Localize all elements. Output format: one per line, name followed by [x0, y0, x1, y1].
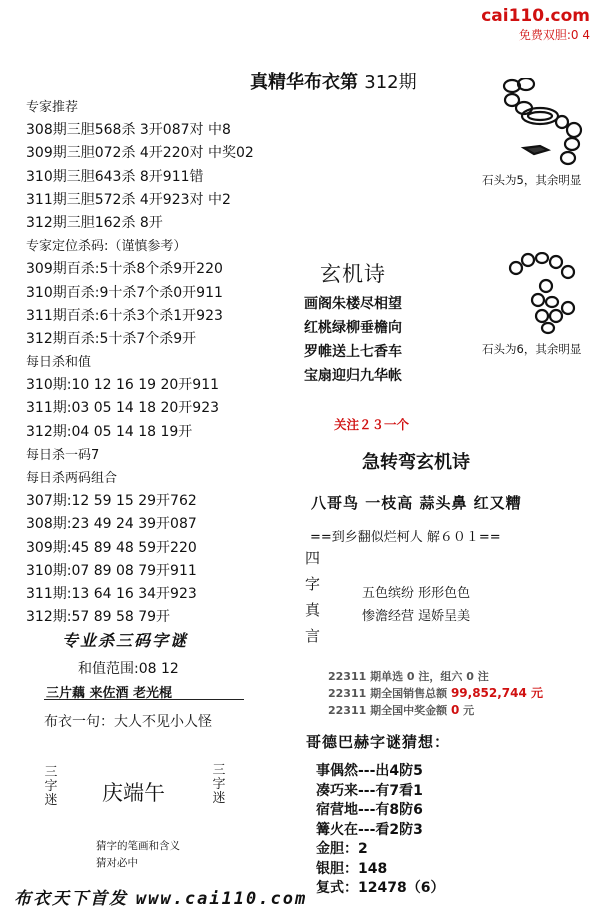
issue-number: 312期: [364, 72, 417, 93]
divider: [44, 699, 244, 700]
poem-line: 宝扇迎归九华帐: [304, 368, 402, 384]
poem2-line-2: ==到乡翻似烂柯人 解６０１==: [310, 530, 501, 545]
guess-line: 复式：12478（6）: [316, 880, 445, 896]
list-item: 311期:03 05 14 18 20开923: [26, 400, 220, 417]
list-item: 310期三胆643杀 8开911错: [26, 168, 204, 185]
four-char-lines: [362, 582, 470, 628]
poem-title: 玄机诗: [320, 262, 386, 286]
list-item: 311期三胆572杀 4开923对 中2: [26, 191, 231, 208]
list-item: 309期三胆072杀 4开220对 中奖02: [26, 145, 254, 162]
riddle-label-right: 三字迷: [212, 763, 226, 806]
list-item: 312期三胆162杀 8开: [26, 214, 163, 231]
riddle-label-left: 三字迷: [44, 765, 58, 808]
poem2-title: 急转弯玄机诗: [362, 452, 470, 473]
poem2-line-1: 八哥鸟 一枝高 蒜头鼻 红又糟: [311, 494, 522, 512]
position-kill-title: 专家定位杀码:（谨慎参考）: [26, 239, 187, 255]
list-item: 310期:10 12 16 19 20开911: [26, 377, 220, 394]
sales-stats: [328, 668, 543, 719]
list-item: 312期百杀:5十杀7个杀9开: [26, 330, 197, 347]
list-item: 310期:07 89 08 79开911: [26, 562, 197, 579]
four-char-heading: [305, 545, 327, 649]
guess-line: 篝火在---看2防3: [316, 821, 423, 838]
four-char: 言: [305, 627, 321, 645]
footer-url[interactable]: www.cai110.com: [135, 889, 308, 909]
title-text: 真精华布衣第: [250, 72, 358, 93]
poem-line: 红桃绿柳垂檐向: [304, 320, 402, 336]
sales-unit: 元: [526, 686, 544, 700]
left-column: [26, 96, 254, 629]
page-title: [250, 68, 417, 94]
stone-caption-1: 石头为5，其余明显: [482, 173, 582, 187]
guess-body: [316, 762, 444, 899]
list-item: 311期百杀:6十杀3个杀1开923: [26, 307, 223, 324]
hint-line: 猜字的笔画和含义: [96, 840, 180, 852]
riddle-center: 庆端午: [102, 781, 165, 805]
stats-label: 22311 期全国中奖金额: [328, 704, 451, 717]
buyi-line: 布衣一句：大人不见小人怪: [44, 714, 212, 730]
four-char: 四: [305, 549, 321, 567]
four-char-line: 五色缤纷 形形色色: [362, 586, 471, 601]
focus-note: 关注２３一个: [334, 417, 410, 432]
stone-caption-2: 石头为6，其余明显: [482, 342, 582, 356]
list-item: 312期:04 05 14 18 19开: [26, 423, 193, 440]
stats-line-1: 22311 期单选 0 注，组六 0 注: [328, 670, 489, 683]
brand-site: cai110.com: [481, 6, 590, 26]
daily-two-title: 每日杀两码组合: [26, 471, 118, 486]
list-item: 308期三胆568杀 3开087对 中8: [26, 122, 231, 139]
footer: [14, 884, 307, 909]
list-item: 308期:23 49 24 39开087: [26, 516, 197, 533]
guess-line: 宿营地---有8防6: [316, 802, 423, 818]
guess-line: 金胆：2: [316, 841, 368, 857]
four-char: 字: [305, 575, 321, 593]
poem-body: [304, 292, 402, 388]
stone-figure-6: [508, 252, 588, 336]
list-item: 311期:13 64 16 34开923: [26, 585, 197, 602]
guess-line: 凑巧来---有7看1: [316, 782, 423, 799]
daily-one-title: 每日杀一码7: [26, 447, 100, 463]
list-item: 309期:45 89 48 59开220: [26, 539, 197, 556]
kill3-title: 专业杀三码字谜: [62, 631, 189, 650]
guess-line: 事偶然---出4防5: [316, 763, 423, 779]
guess-line: 银胆：148: [316, 860, 388, 877]
poem-line: 画阁朱楼尽相望: [304, 296, 402, 312]
free-double: 免费双胆:0 4: [518, 28, 590, 42]
poem-line: 罗帷送上七香车: [304, 344, 402, 360]
list-item: 309期百杀:5十杀8个杀9开220: [26, 261, 223, 278]
four-char: 真: [305, 601, 321, 619]
kill3-riddle: 三片藕 来佐酒 老光棍: [46, 686, 173, 701]
daily-sum-title: 每日杀和值: [26, 355, 92, 371]
stats-line-2: [328, 685, 543, 702]
prize-total: 0: [450, 703, 460, 717]
hint-line: 猜对必中: [96, 857, 138, 869]
stone-figure-5: [502, 78, 590, 168]
stats-line-3: [328, 702, 543, 719]
list-item: 310期百杀:9十杀7个杀0开911: [26, 284, 223, 301]
guess-title: 哥德巴赫字谜猜想：: [306, 733, 451, 751]
riddle-hint: [96, 838, 180, 872]
four-char-line: 惨澹经营 逞娇呈美: [362, 609, 471, 624]
list-item: 312期:57 89 58 79开: [26, 609, 171, 626]
stats-label: 22311 期全国销售总额: [328, 687, 451, 700]
expert-title: 专家推荐: [26, 100, 79, 115]
sum-range: 和值范围:08 12: [78, 661, 179, 677]
sales-total: 99,852,744: [450, 686, 527, 700]
list-item: 307期:12 59 15 29开762: [26, 493, 197, 510]
footer-prefix: 布衣天下首发: [14, 889, 136, 909]
prize-unit: 元: [459, 704, 475, 717]
